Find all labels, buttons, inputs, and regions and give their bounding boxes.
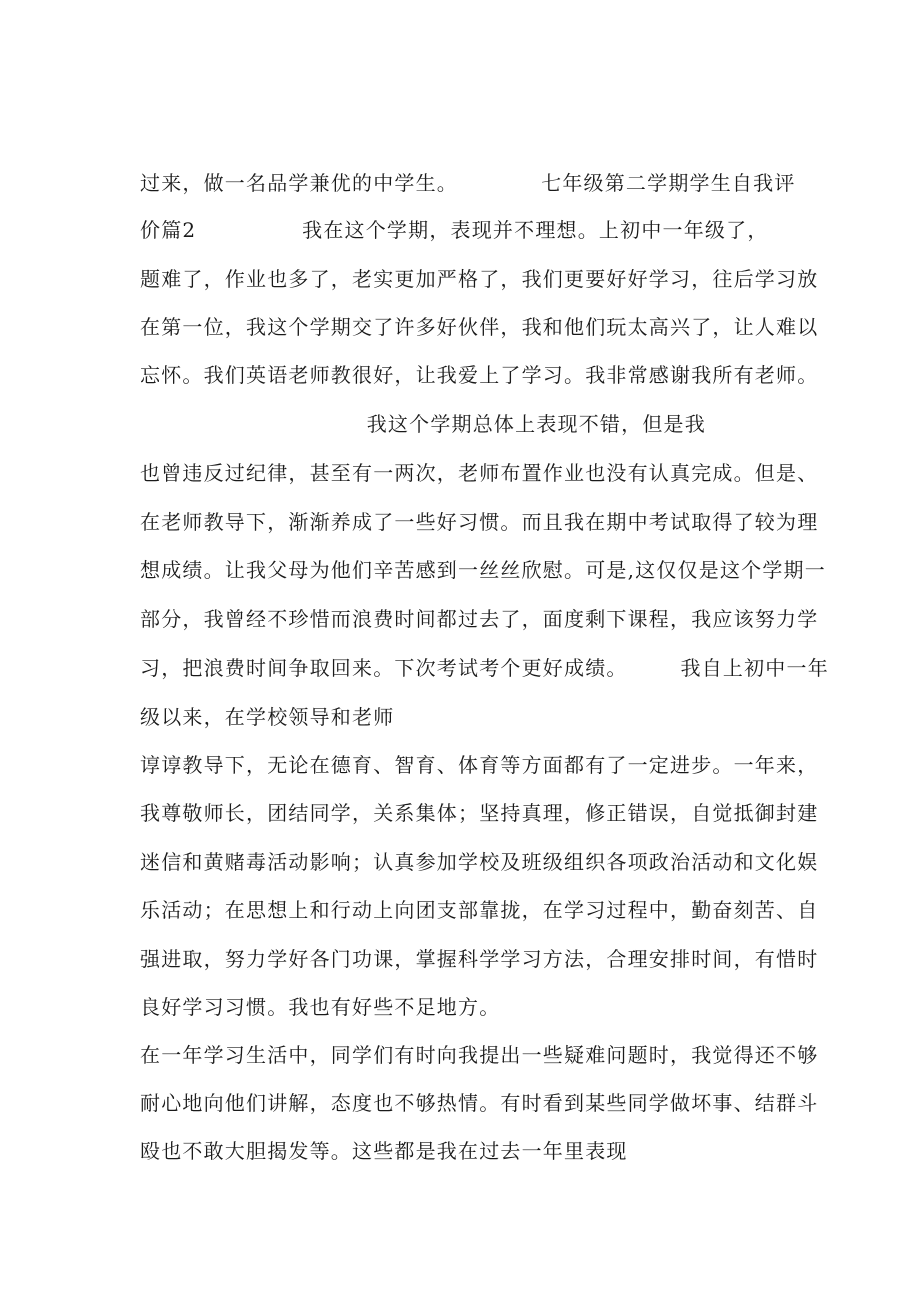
text-line: 在老师教导下，渐渐养成了一些好习惯。而且我在期中考试取得了较为理 [140, 510, 819, 534]
text-line: 强进取，努力学好各门功课，掌握科学学习方法，合理安排时间，有惜时 [140, 947, 819, 971]
text-line: 价篇2 我在这个学期，表现并不理想。上初中一年级了， [140, 218, 769, 242]
text-line: 想成绩。让我父母为他们辛苦感到一丝丝欣慰。可是,这仅仅是这个学期一 [140, 558, 826, 582]
text-line: 习，把浪费时间争取回来。下次考试考个更好成绩。 我自上初中一年 [140, 656, 829, 680]
text-line: 耐心地向他们讲解，态度也不够热情。有时看到某些同学做坏事、结群斗 [140, 1091, 819, 1115]
text-line: 我尊敬师长，团结同学，关系集体；坚持真理，修正错误，自觉抵御封建 [140, 801, 819, 825]
text-line: 过来，做一名品学兼优的中学生。 七年级第二学期学生自我评 [140, 171, 796, 195]
text-line: 良好学习习惯。我也有好些不足地方。 [140, 995, 501, 1019]
text-line: 谆谆教导下，无论在德育、智育、体育等方面都有了一定进步。一年来， [140, 753, 819, 777]
text-line: 在一年学习生活中，同学们有时向我提出一些疑难问题时，我觉得还不够 [140, 1043, 819, 1067]
text-line: 题难了，作业也多了，老实更加严格了，我们更要好好学习，往后学习放 [140, 267, 819, 291]
text-line: 在第一位，我这个学期交了许多好伙伴，我和他们玩太高兴了，让人难以 [140, 315, 819, 339]
text-line: 也曾违反过纪律，甚至有一两次，老师布置作业也没有认真完成。但是、 [140, 461, 819, 485]
text-line: 我这个学期总体上表现不错，但是我 [140, 412, 706, 436]
text-line: 乐活动；在思想上和行动上向团支部靠拢，在学习过程中，勤奋刻苦、自 [140, 898, 819, 922]
text-line: 忘怀。我们英语老师教很好，让我爱上了学习。我非常感谢我所有老师。 [140, 363, 819, 387]
text-line: 部分，我曾经不珍惜而浪费时间都过去了，面度剩下课程，我应该努力学 [140, 607, 819, 631]
text-line: 级以来，在学校领导和老师 [140, 705, 395, 729]
text-line: 殴也不敢大胆揭发等。这些都是我在过去一年里表现 [140, 1139, 628, 1163]
text-line: 迷信和黄赌毒活动影响；认真参加学校及班级组织各项政治活动和文化娱 [140, 850, 819, 874]
